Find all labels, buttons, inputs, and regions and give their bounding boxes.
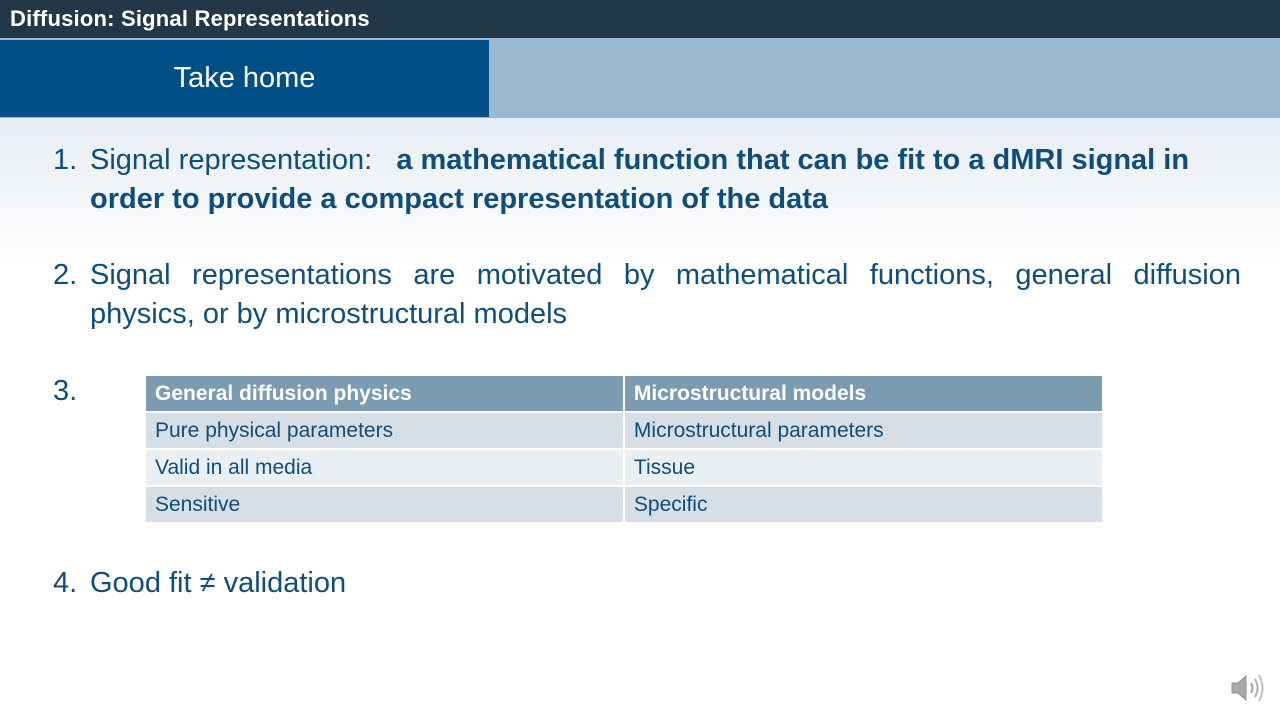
section-tab-label: Take home — [173, 62, 316, 94]
point-1-text — [90, 141, 1210, 219]
point-4-number: 4. — [53, 567, 78, 599]
point-1-lead: Signal representation: — [90, 144, 373, 176]
table-header-cell: General diffusion physics — [145, 375, 624, 412]
point-4 — [53, 564, 653, 604]
table-row — [145, 412, 1103, 449]
point-4-text: Good fit ≠ validation — [90, 567, 347, 599]
table-cell: Valid in all media — [145, 449, 624, 486]
point-1-definition: a mathematical function that can be fit to a dMRI signal in order to provide a compact representation of the data — [90, 144, 1190, 215]
speaker-icon[interactable] — [1230, 672, 1266, 704]
point-3-number: 3. — [53, 375, 78, 407]
table-header-cell: Microstructural models — [624, 375, 1103, 412]
presentation-title: Diffusion: Signal Representations — [10, 6, 370, 31]
table-cell: Sensitive — [145, 486, 624, 523]
table-cell: Specific — [624, 486, 1103, 523]
point-3 — [53, 372, 113, 412]
table-cell: Microstructural parameters — [624, 412, 1103, 449]
section-band — [0, 38, 1280, 118]
table-row — [145, 486, 1103, 523]
point-1-number: 1. — [53, 144, 78, 176]
comparison-table — [144, 374, 1104, 524]
point-2-number: 2. — [53, 259, 78, 291]
table-row — [145, 449, 1103, 486]
title-bar — [0, 0, 1280, 38]
table-header-row — [145, 375, 1103, 412]
point-1 — [53, 141, 1243, 221]
point-2 — [53, 256, 1243, 336]
table-cell: Pure physical parameters — [145, 412, 624, 449]
section-tab — [0, 40, 489, 117]
point-2-text: Signal representations are motivated by mathematical functions, general diffusion physics, or by microstructural models — [90, 259, 1241, 330]
table-cell: Tissue — [624, 449, 1103, 486]
